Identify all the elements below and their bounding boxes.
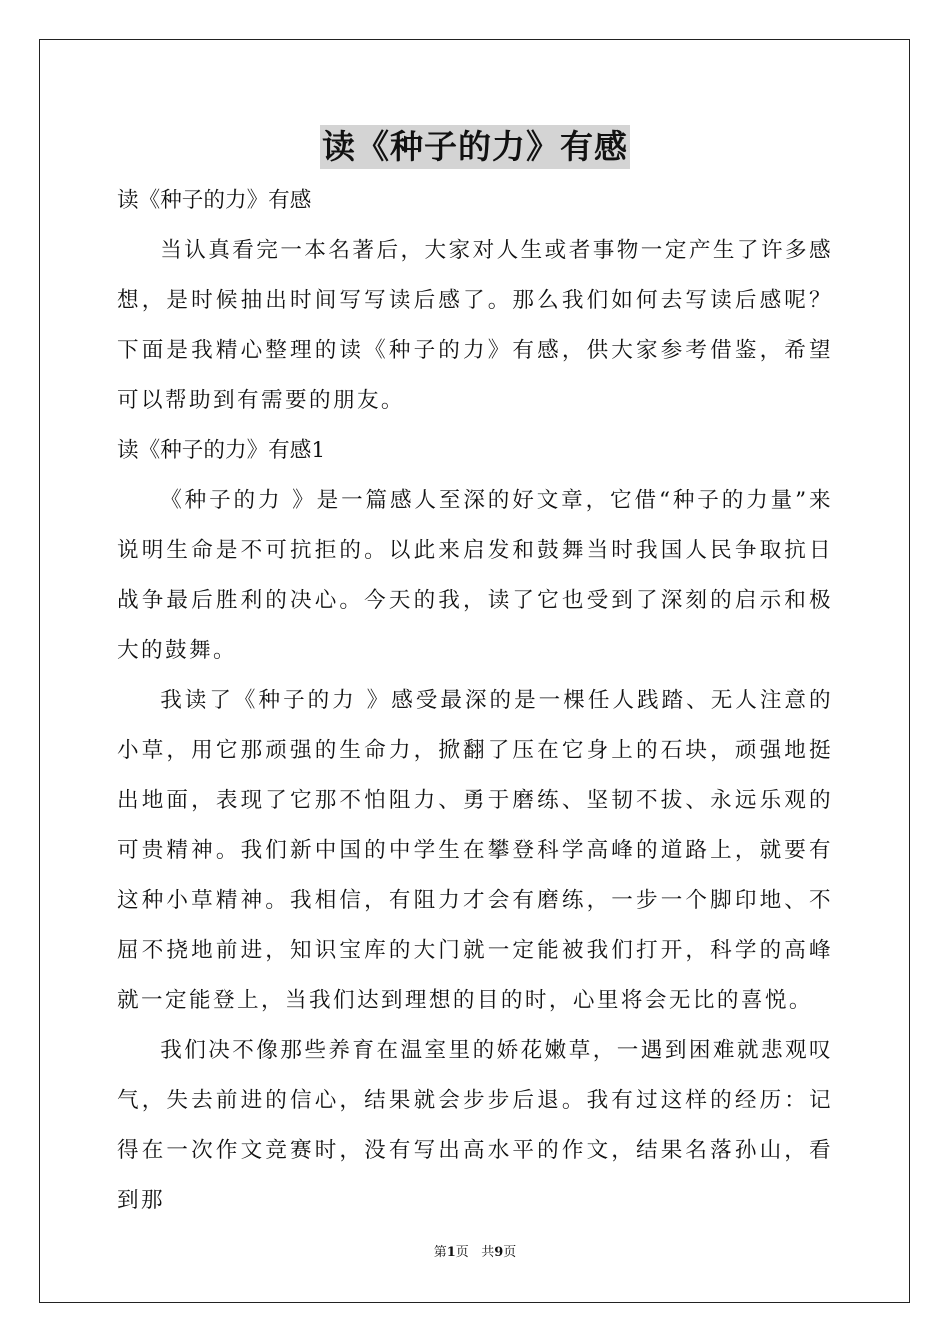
body-paragraph-1: 《种子的力 》是一篇感人至深的好文章，它借“种子的力量”来说明生命是不可抗拒的。以此来启发和鼓舞当时我国人民争取抗日战争最后胜利的决心。今天的我，读了它也受到了深刻的启示和极大的鼓舞。 [117, 488, 833, 663]
total-prefix: 共 [481, 1245, 495, 1260]
body-paragraph-3: 我们决不像那些养育在温室里的娇花嫩草，一遇到困难就悲观叹气，失去前进的信心，结果就会步步后退。我有过这样的经历：记得在一次作文竞赛时，没有写出高水平的作文，结果名落孙山，看到那 [117, 1038, 833, 1213]
total-pages: 9 [494, 1245, 504, 1260]
body-paragraph-2: 我读了《种子的力 》感受最深的是一棵任人践踏、无人注意的小草，用它那顽强的生命力，掀翻了压在它身上的石块，顽强地挺出地面，表现了它那不怕阻力、勇于磨练、坚韧不拔、永远乐观的可贵精神。我们新中国的中学生在攀登科学高峰的道路上，就要有这种小草精神。我相信，有阻力才会有磨练，一步一个脚印地、不屈不挠地前进，知识宝库的大门就一定能被我们打开，科学的高峰就一定能登上，当我们达到理想的目的时，心里将会无比的喜悦。 [117, 688, 833, 1013]
page-prefix: 第 [433, 1245, 447, 1260]
total-suffix: 页 [503, 1245, 517, 1260]
page-suffix: 页 [455, 1245, 469, 1260]
subtitle: 读《种子的力》有感 [117, 188, 312, 213]
document-title: 读《种子的力》有感 [320, 125, 630, 169]
section-heading: 读《种子的力》有感1 [117, 438, 326, 463]
intro-paragraph: 当认真看完一本名著后，大家对人生或者事物一定产生了许多感想，是时候抽出时间写写读后感了。那么我们如何去写读后感呢？下面是我精心整理的读《种子的力》有感，供大家参考借鉴，希望可以帮助到有需要的朋友。 [117, 238, 833, 413]
page-number: 1 [446, 1245, 456, 1260]
page-footer [0, 1244, 950, 1262]
document-body [117, 176, 833, 1226]
title-container [0, 125, 950, 169]
